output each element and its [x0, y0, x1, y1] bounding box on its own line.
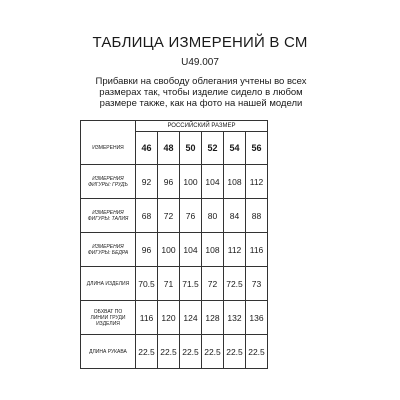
table-corner-top: [81, 121, 136, 132]
value-cell: 104: [202, 165, 224, 199]
fit-note-line: размерах так, чтобы изделие сидело в любом: [99, 87, 303, 98]
value-cell: 71: [158, 267, 180, 301]
row-label: [81, 267, 136, 301]
value-cell: 22.5: [202, 335, 224, 369]
value-cell: 116: [136, 301, 158, 335]
value-cell: 104: [180, 233, 202, 267]
value-cell: 22.5: [136, 335, 158, 369]
row-label-line: ДЛИНА ИЗДЕЛИЯ: [86, 280, 130, 287]
value-cell: 112: [246, 165, 268, 199]
value-cell: 96: [136, 233, 158, 267]
table-row: [81, 301, 268, 335]
row-label: [81, 199, 136, 233]
value-cell: 73: [246, 267, 268, 301]
value-cell: 124: [180, 301, 202, 335]
table-row: [81, 267, 268, 301]
table-row: [81, 233, 268, 267]
value-cell: 100: [180, 165, 202, 199]
value-cell: 112: [224, 233, 246, 267]
value-cell: 132: [224, 301, 246, 335]
row-label-line: ДЛИНА РУКАВА: [89, 348, 127, 355]
row-label: [81, 165, 136, 199]
row-label-line: ОБХВАТ ПО: [93, 308, 123, 315]
value-cell: 96: [158, 165, 180, 199]
table-row: [81, 165, 268, 199]
table-body: [81, 165, 268, 369]
value-cell: 88: [246, 199, 268, 233]
size-table: [80, 120, 268, 369]
row-label: [81, 335, 136, 369]
size-system-header: РОССИЙСКИЙ РАЗМЕР: [136, 121, 268, 132]
measurements-header: ИЗМЕРЕНИЯ: [81, 132, 136, 165]
value-cell: 136: [246, 301, 268, 335]
row-label: [81, 233, 136, 267]
value-cell: 76: [180, 199, 202, 233]
value-cell: 71.5: [180, 267, 202, 301]
value-cell: 80: [202, 199, 224, 233]
size-header-56: 56: [246, 132, 268, 165]
value-cell: 68: [136, 199, 158, 233]
value-cell: 22.5: [158, 335, 180, 369]
row-label-line: ЛИНИИ ГРУДИ: [90, 314, 126, 321]
value-cell: 108: [224, 165, 246, 199]
row-label-line: ФИГУРЫ: ГРУДЬ: [88, 181, 128, 188]
value-cell: 92: [136, 165, 158, 199]
value-cell: 22.5: [246, 335, 268, 369]
value-cell: 72: [202, 267, 224, 301]
row-label: [81, 301, 136, 335]
value-cell: 120: [158, 301, 180, 335]
row-label-line: ФИГУРЫ: ТАЛИЯ: [87, 215, 129, 222]
size-header-50: 50: [180, 132, 202, 165]
page-title: ТАБЛИЦА ИЗМЕРЕНИЙ В СМ: [92, 34, 308, 51]
row-label-line: ИЗМЕРЕНИЯ: [92, 175, 124, 182]
value-cell: 128: [202, 301, 224, 335]
table-row: [81, 199, 268, 233]
value-cell: 72: [158, 199, 180, 233]
row-label-line: ФИГУРЫ: БЕДРА: [87, 249, 129, 256]
fit-note-line: размере также, как на фото на нашей модели: [99, 98, 303, 109]
value-cell: 100: [158, 233, 180, 267]
value-cell: 72.5: [224, 267, 246, 301]
value-cell: 84: [224, 199, 246, 233]
row-label-line: ИЗДЕЛИЯ: [96, 320, 120, 327]
value-cell: 22.5: [180, 335, 202, 369]
row-label-line: ИЗМЕРЕНИЯ: [92, 209, 124, 216]
value-cell: 116: [246, 233, 268, 267]
fit-note-line: Прибавки на свободу облегания учтены во всех: [95, 76, 307, 87]
size-header-48: 48: [158, 132, 180, 165]
row-label-line: ИЗМЕРЕНИЯ: [92, 243, 124, 250]
value-cell: 22.5: [224, 335, 246, 369]
table-row: [81, 335, 268, 369]
product-code: U49.007: [181, 57, 219, 68]
value-cell: 108: [202, 233, 224, 267]
size-header-52: 52: [202, 132, 224, 165]
fit-note: [66, 76, 336, 109]
size-header-54: 54: [224, 132, 246, 165]
size-header-46: 46: [136, 132, 158, 165]
value-cell: 70.5: [136, 267, 158, 301]
